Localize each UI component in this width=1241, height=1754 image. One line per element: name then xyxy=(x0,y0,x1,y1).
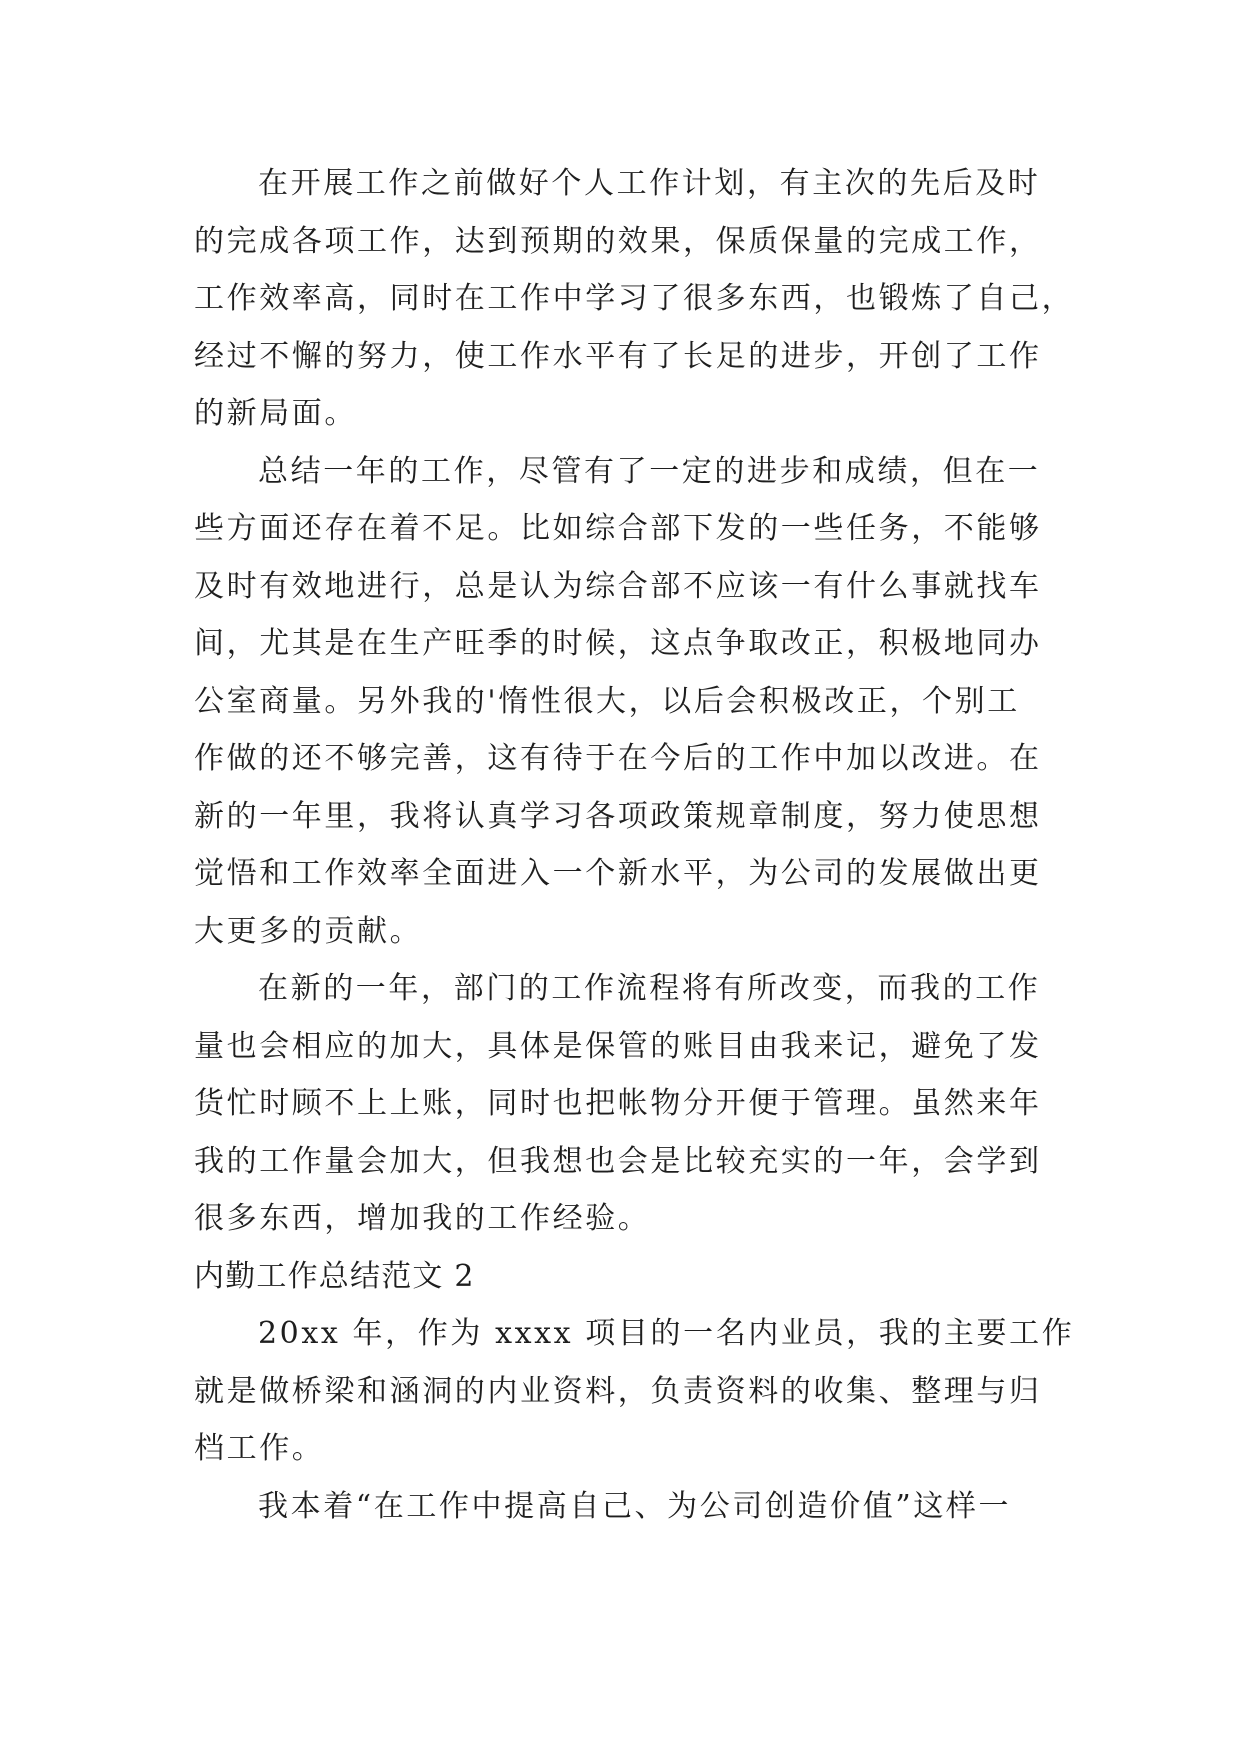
paragraph-2-line-7: 新的一年里，我将认真学习各项政策规章制度，努力使思想 xyxy=(194,798,1042,834)
paragraph-4-line-2: 就是做桥梁和涵洞的内业资料，负责资料的收集、整理与归 xyxy=(194,1373,1042,1409)
paragraph-2-line-1: 总结一年的工作，尽管有了一定的进步和成绩，但在一 xyxy=(258,453,1041,489)
paragraph-4-line-1: 20xx 年，作为 xxxx 项目的一名内业员，我的主要工作 xyxy=(258,1316,1075,1351)
paragraph-1-line-2: 的完成各项工作，达到预期的效果，保质保量的完成工作， xyxy=(194,223,1042,259)
paragraph-2-line-3: 及时有效地进行，总是认为综合部不应该一有什么事就找车 xyxy=(194,568,1042,604)
section-heading: 内勤工作总结范文 2 xyxy=(194,1258,475,1294)
paragraph-3-line-2: 量也会相应的加大，具体是保管的账目由我来记，避免了发 xyxy=(194,1028,1042,1064)
paragraph-2-line-5: 公室商量。另外我的'惰性很大，以后会积极改正，个别工 xyxy=(194,683,1020,719)
paragraph-2-line-2: 些方面还存在着不足。比如综合部下发的一些任务，不能够 xyxy=(194,511,1042,546)
document-body xyxy=(194,155,1074,1535)
paragraph-1-line-3: 工作效率高，同时在工作中学习了很多东西，也锻炼了自己， xyxy=(194,281,1075,316)
paragraph-2-line-8: 觉悟和工作效率全面进入一个新水平，为公司的发展做出更 xyxy=(194,856,1042,891)
paragraph-4-line-3: 档工作。 xyxy=(194,1431,325,1466)
paragraph-2-line-4: 间，尤其是在生产旺季的时候，这点争取改正，积极地同办 xyxy=(194,626,1042,661)
paragraph-1-line-1: 在开展工作之前做好个人工作计划，有主次的先后及时 xyxy=(258,166,1041,201)
paragraph-2-line-6: 作做的还不够完善，这有待于在今后的工作中加以改进。在 xyxy=(194,741,1042,776)
paragraph-3-line-3: 货忙时顾不上上账，同时也把帐物分开便于管理。虽然来年 xyxy=(194,1086,1042,1121)
paragraph-2-line-9: 大更多的贡献。 xyxy=(194,913,423,949)
paragraph-3-line-1: 在新的一年，部门的工作流程将有所改变，而我的工作 xyxy=(258,971,1041,1006)
paragraph-5-line-1: 我本着“在工作中提高自己、为公司创造价值”这样一 xyxy=(258,1488,1012,1524)
paragraph-1-line-5: 的新局面。 xyxy=(194,396,357,431)
paragraph-1-line-4: 经过不懈的努力，使工作水平有了长足的进步，开创了工作 xyxy=(194,338,1042,374)
paragraph-3-line-5: 很多东西，增加我的工作经验。 xyxy=(194,1201,651,1236)
paragraph-3-line-4: 我的工作量会加大，但我想也会是比较充实的一年，会学到 xyxy=(194,1143,1042,1179)
